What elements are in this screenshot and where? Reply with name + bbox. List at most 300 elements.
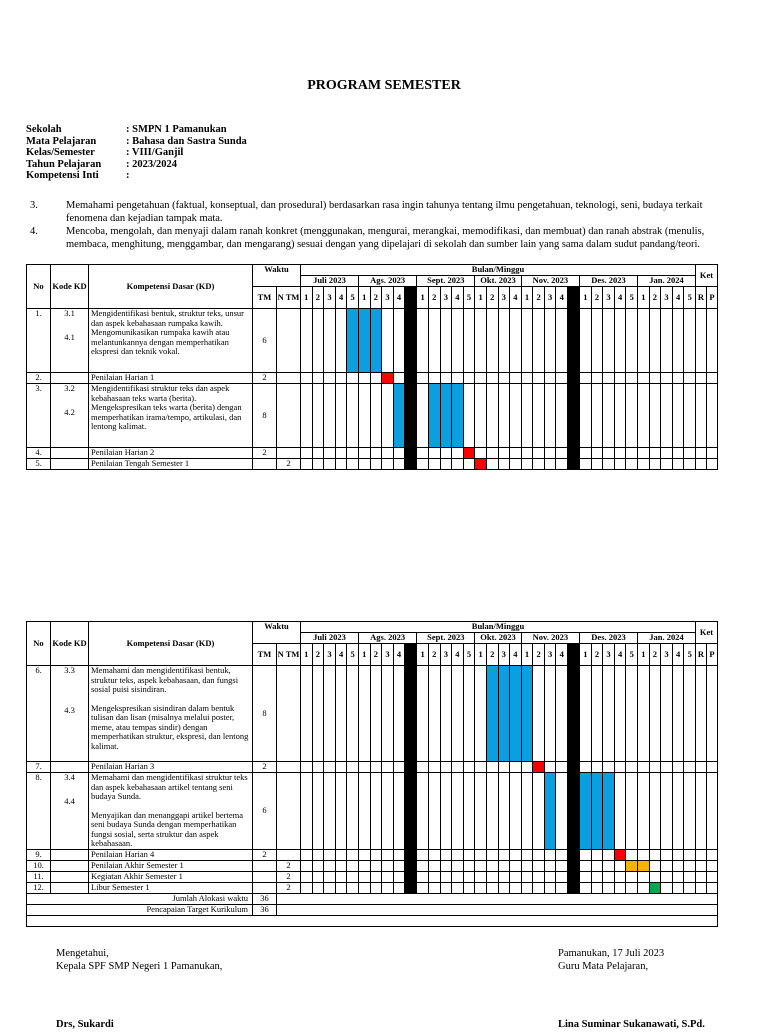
schedule-cell [358, 459, 370, 470]
schedule-cell [533, 448, 545, 459]
schedule-cell [370, 871, 382, 882]
month-header: Des. 2023 [580, 276, 638, 287]
schedule-cell [614, 309, 626, 373]
schedule-cell [649, 773, 661, 850]
week-header: 1 [475, 644, 487, 666]
schedule-cell [672, 666, 684, 762]
row-ntm: 2 [277, 882, 301, 893]
schedule-cell [335, 849, 347, 860]
row-kd [89, 849, 253, 860]
schedule-cell [533, 849, 545, 860]
schedule-cell [684, 309, 696, 373]
schedule-cell [498, 448, 510, 459]
schedule-cell [556, 373, 568, 384]
schedule-cell [370, 384, 382, 448]
schedule-cell [382, 860, 394, 871]
schedule-cell [638, 871, 650, 882]
ket-r [696, 448, 707, 459]
row-tm: 6 [253, 773, 277, 850]
schedule-cell [672, 849, 684, 860]
schedule-cell [440, 459, 452, 470]
week-header: 3 [603, 287, 615, 309]
info-row [26, 136, 247, 148]
schedule-cell [393, 762, 405, 773]
schedule-cell [475, 309, 487, 373]
schedule-cell [312, 384, 324, 448]
ket-r [696, 849, 707, 860]
schedule-cell [614, 762, 626, 773]
schedule-cell [544, 309, 556, 373]
schedule-cell [580, 309, 592, 373]
schedule-cell [626, 849, 638, 860]
table-row [27, 666, 718, 762]
row-tm: 2 [253, 849, 277, 860]
table-row [27, 459, 718, 470]
schedule-cell [614, 459, 626, 470]
schedule-cell [301, 373, 313, 384]
schedule-cell [533, 459, 545, 470]
schedule-cell [510, 448, 522, 459]
schedule-cell [428, 860, 440, 871]
row-kode [51, 459, 89, 470]
week-header: 1 [301, 644, 313, 666]
schedule-cell [428, 459, 440, 470]
schedule-cell [510, 762, 522, 773]
week-header: 4 [614, 287, 626, 309]
schedule-cell [498, 373, 510, 384]
schedule-cell [614, 373, 626, 384]
signature-right [558, 948, 705, 1032]
week-header: 1 [580, 644, 592, 666]
info-label: Sekolah [26, 124, 62, 135]
row-tm: 2 [253, 762, 277, 773]
row-number: 5. [27, 459, 51, 470]
row-kd [89, 882, 253, 893]
schedule-cell-red [533, 762, 545, 773]
schedule-cell [440, 860, 452, 871]
schedule-cell [498, 309, 510, 373]
schedule-cell [452, 871, 464, 882]
schedule-cell [649, 384, 661, 448]
info-row [26, 124, 247, 136]
schedule-cell [440, 882, 452, 893]
ket-p [707, 384, 718, 448]
ket-r [696, 459, 707, 470]
week-header: 4 [672, 287, 684, 309]
ket-p [707, 773, 718, 850]
schedule-cell [556, 860, 568, 871]
row-ntm [277, 384, 301, 448]
row-ntm [277, 773, 301, 850]
schedule-cell-blue [347, 309, 359, 373]
schedule-cell [475, 373, 487, 384]
schedule-cell [672, 384, 684, 448]
info-value: : [126, 170, 130, 181]
schedule-cell [556, 384, 568, 448]
row-number: 12. [27, 882, 51, 893]
week-header: 1 [417, 644, 429, 666]
schedule-cell [417, 773, 429, 850]
schedule-cell-blue [370, 309, 382, 373]
row-ntm: 2 [277, 459, 301, 470]
schedule-cell [301, 882, 313, 893]
week-header: 2 [370, 644, 382, 666]
schedule-cell [335, 666, 347, 762]
total-label: Jumlah Alokasi waktu [27, 893, 253, 904]
schedule-cell [544, 762, 556, 773]
schedule-cell [603, 309, 615, 373]
schedule-cell [638, 459, 650, 470]
schedule-cell [510, 860, 522, 871]
schedule-cell [393, 773, 405, 850]
schedule-cell [580, 860, 592, 871]
schedule-cell [661, 309, 673, 373]
row-ntm [277, 309, 301, 373]
schedule-cell [486, 762, 498, 773]
schedule-cell [672, 882, 684, 893]
schedule-cell [510, 871, 522, 882]
schedule-cell-blue [393, 384, 405, 448]
schedule-cell [556, 448, 568, 459]
kd-text: Penilaian Akhir Semester 1 [91, 859, 184, 870]
schedule-cell [358, 373, 370, 384]
header-bulan: Bulan/Minggu [301, 265, 696, 276]
ki-item [30, 226, 746, 251]
schedule-cell [580, 871, 592, 882]
schedule-cell [580, 384, 592, 448]
schedule-cell-blue [603, 773, 615, 850]
row-ntm [277, 448, 301, 459]
schedule-cell [580, 459, 592, 470]
month-header: Ags. 2023 [358, 276, 416, 287]
sign-left-line1: Mengetahui, [56, 948, 109, 959]
week-header: 2 [486, 644, 498, 666]
week-header: 4 [335, 287, 347, 309]
schedule-cell [684, 849, 696, 860]
row-number: 2. [27, 373, 51, 384]
header-bulan: Bulan/Minggu [301, 622, 696, 633]
schedule-cell [370, 773, 382, 850]
gap-column [568, 644, 580, 894]
schedule-cell-blue [428, 384, 440, 448]
schedule-cell [393, 373, 405, 384]
header-kd: Kompetensi Dasar (KD) [89, 622, 253, 666]
week-header: 4 [393, 644, 405, 666]
schedule-cell [672, 459, 684, 470]
schedule-cell [370, 762, 382, 773]
kd-text: Penilaian Tengah Semester 1 [91, 458, 190, 468]
schedule-cell [486, 849, 498, 860]
week-header: 2 [486, 287, 498, 309]
schedule-cell [463, 773, 475, 850]
schedule-cell [475, 448, 487, 459]
schedule-cell [463, 860, 475, 871]
kd-text: Libur Semester 1 [91, 881, 150, 892]
week-header: 2 [649, 644, 661, 666]
schedule-cell [324, 448, 336, 459]
schedule-cell [370, 860, 382, 871]
schedule-cell [684, 860, 696, 871]
schedule-cell [521, 459, 533, 470]
schedule-cell [335, 762, 347, 773]
week-header: 3 [324, 644, 336, 666]
schedule-cell [324, 871, 336, 882]
ket-r [696, 384, 707, 448]
gap-column [405, 644, 417, 894]
week-header: 4 [556, 287, 568, 309]
schedule-cell [521, 309, 533, 373]
schedule-cell [358, 882, 370, 893]
row-kode [51, 762, 89, 773]
info-row [26, 159, 247, 171]
ket-p [707, 373, 718, 384]
row-kode [51, 882, 89, 893]
schedule-cell [347, 666, 359, 762]
row-tm: 8 [253, 666, 277, 762]
schedule-cell [649, 762, 661, 773]
schedule-cell [498, 849, 510, 860]
info-row [26, 170, 247, 182]
table-row [27, 448, 718, 459]
kd-text: Memahami dan mengidentifikasi struktur teks dan aspek kebahasaan artikel tentang seni budaya Sunda. [91, 772, 248, 801]
schedule-cell [661, 871, 673, 882]
header-tm: TM [253, 287, 277, 309]
ki-number: 3. [30, 200, 38, 211]
sign-left-line2: Kepala SPF SMP Negeri 1 Pamanukan, [56, 960, 223, 972]
week-header: 3 [544, 287, 556, 309]
schedule-cell [672, 871, 684, 882]
schedule-cell [638, 448, 650, 459]
schedule-cell [626, 871, 638, 882]
kd-text: Penilaian Harian 3 [91, 761, 155, 771]
schedule-cell [544, 860, 556, 871]
row-number: 11. [27, 871, 51, 882]
row-kode [51, 384, 89, 448]
schedule-cell-yellow [626, 860, 638, 871]
row-kd [89, 459, 253, 470]
ket-r [696, 373, 707, 384]
header-ket: Ket [696, 622, 718, 644]
schedule-cell [498, 773, 510, 850]
schedule-cell [591, 849, 603, 860]
schedule-cell-blue [544, 773, 556, 850]
schedule-cell [452, 309, 464, 373]
ket-p [707, 309, 718, 373]
schedule-cell [440, 309, 452, 373]
schedule-cell [521, 882, 533, 893]
schedule-cell [603, 384, 615, 448]
schedule-cell [347, 849, 359, 860]
schedule-cell [521, 762, 533, 773]
row-tm: 2 [253, 448, 277, 459]
schedule-cell [382, 871, 394, 882]
schedule-cell [510, 459, 522, 470]
row-ntm [277, 849, 301, 860]
week-header: 4 [452, 644, 464, 666]
week-header: 5 [347, 287, 359, 309]
schedule-cell [626, 882, 638, 893]
info-label: Mata Pelajaran [26, 135, 97, 147]
table-row [27, 384, 718, 448]
sign-right-line1: Pamanukan, 17 Juli 2023 [558, 948, 665, 959]
schedule-cell [452, 448, 464, 459]
schedule-cell [591, 459, 603, 470]
schedule-cell [370, 373, 382, 384]
schedule-cell [661, 666, 673, 762]
table-row [27, 309, 718, 373]
schedule-cell [463, 384, 475, 448]
schedule-cell [428, 373, 440, 384]
schedule-cell [463, 459, 475, 470]
info-value: : Bahasa dan Sastra Sunda [126, 135, 247, 147]
schedule-cell [393, 666, 405, 762]
row-ntm [277, 373, 301, 384]
schedule-cell [347, 860, 359, 871]
schedule-cell [684, 459, 696, 470]
schedule-cell-red [382, 373, 394, 384]
schedule-cell [452, 459, 464, 470]
kode-value: 3.3 [64, 665, 75, 675]
schedule-cell [417, 384, 429, 448]
schedule-cell [312, 773, 324, 850]
schedule-cell [463, 762, 475, 773]
week-header: 2 [370, 287, 382, 309]
schedule-cell [428, 309, 440, 373]
header-kode: Kode KD [51, 265, 89, 309]
schedule-cell [533, 309, 545, 373]
schedule-cell [603, 762, 615, 773]
row-tm: 2 [253, 373, 277, 384]
schedule-cell [301, 666, 313, 762]
schedule-cell [556, 849, 568, 860]
row-number: 6. [27, 666, 51, 762]
row-number: 3. [27, 384, 51, 448]
schedule-cell [452, 773, 464, 850]
schedule-cell [556, 762, 568, 773]
schedule-cell [626, 773, 638, 850]
week-header: 3 [324, 287, 336, 309]
kode-value: 4.2 [64, 406, 75, 417]
month-header: Sept. 2023 [417, 276, 475, 287]
schedule-cell [382, 849, 394, 860]
header-ntm: N TM [277, 644, 301, 666]
row-kd [89, 309, 253, 373]
schedule-cell [324, 459, 336, 470]
schedule-cell [603, 459, 615, 470]
month-header: Juli 2023 [301, 633, 359, 644]
month-header: Ags. 2023 [358, 633, 416, 644]
schedule-cell [370, 882, 382, 893]
schedule-cell [301, 448, 313, 459]
schedule-cell [440, 849, 452, 860]
schedule-cell [603, 849, 615, 860]
week-header: 5 [463, 287, 475, 309]
schedule-cell [393, 849, 405, 860]
schedule-cell [335, 373, 347, 384]
week-header: 2 [533, 644, 545, 666]
schedule-cell [544, 849, 556, 860]
schedule-cell [672, 373, 684, 384]
info-value: : 2023/2024 [126, 158, 178, 170]
week-header: 3 [440, 644, 452, 666]
kd-text: Mengekspresikan teks warta (berita) dengan memperhatikan irama/tempo, artikulasi, dan lentong kalimat. [91, 402, 242, 431]
schedule-cell [544, 448, 556, 459]
schedule-cell [301, 871, 313, 882]
info-label: Kelas/Semester [26, 147, 95, 158]
table-row [27, 373, 718, 384]
schedule-cell [347, 762, 359, 773]
schedule-cell [475, 666, 487, 762]
schedule-cell-blue [498, 666, 510, 762]
schedule-cell [591, 309, 603, 373]
school-info [26, 124, 247, 182]
schedule-cell [649, 849, 661, 860]
schedule-cell [672, 773, 684, 850]
schedule-cell [324, 666, 336, 762]
schedule-cell [591, 882, 603, 893]
schedule-cell [580, 882, 592, 893]
schedule-cell [510, 309, 522, 373]
row-tm: 8 [253, 384, 277, 448]
schedule-cell [638, 373, 650, 384]
schedule-cell-blue [358, 309, 370, 373]
schedule-cell [347, 773, 359, 850]
kode-value: 3.1 [64, 308, 75, 318]
schedule-cell [649, 373, 661, 384]
schedule-cell [638, 773, 650, 850]
ki-number: 4. [30, 226, 38, 237]
schedule-cell [440, 448, 452, 459]
schedule-cell-blue [591, 773, 603, 850]
week-header: 4 [614, 644, 626, 666]
row-ntm [277, 762, 301, 773]
schedule-cell [324, 373, 336, 384]
week-header: 3 [498, 644, 510, 666]
schedule-cell [614, 773, 626, 850]
schedule-cell [486, 309, 498, 373]
week-header: 3 [661, 644, 673, 666]
schedule-cell [591, 871, 603, 882]
header-ket: Ket [696, 265, 718, 287]
kode-value: 4.4 [64, 795, 75, 806]
schedule-cell [603, 666, 615, 762]
schedule-cell-blue [521, 666, 533, 762]
schedule-cell [370, 849, 382, 860]
kd-text: Menyajikan dan menanggapi artikel bertema seni budaya Sunda dengan memperhatikan fungsi sosial, serta struktur dan aspek kebahasaan. [91, 809, 243, 848]
kd-text: Penilaian Harian 1 [91, 372, 155, 382]
schedule-cell [544, 871, 556, 882]
week-header: 2 [428, 644, 440, 666]
schedule-cell [440, 762, 452, 773]
week-header: 1 [580, 287, 592, 309]
schedule-cell [347, 459, 359, 470]
schedule-cell [335, 448, 347, 459]
row-kd [89, 448, 253, 459]
info-label: Tahun Pelajaran [26, 158, 102, 170]
schedule-cell-blue [486, 666, 498, 762]
week-header: 1 [358, 287, 370, 309]
schedule-cell [614, 384, 626, 448]
schedule-cell [335, 860, 347, 871]
ket-r [696, 871, 707, 882]
schedule-cell [661, 448, 673, 459]
week-header: 3 [382, 644, 394, 666]
row-tm [253, 860, 277, 871]
schedule-cell [556, 459, 568, 470]
schedule-cell [301, 459, 313, 470]
schedule-cell [661, 773, 673, 850]
schedule-cell [510, 773, 522, 850]
